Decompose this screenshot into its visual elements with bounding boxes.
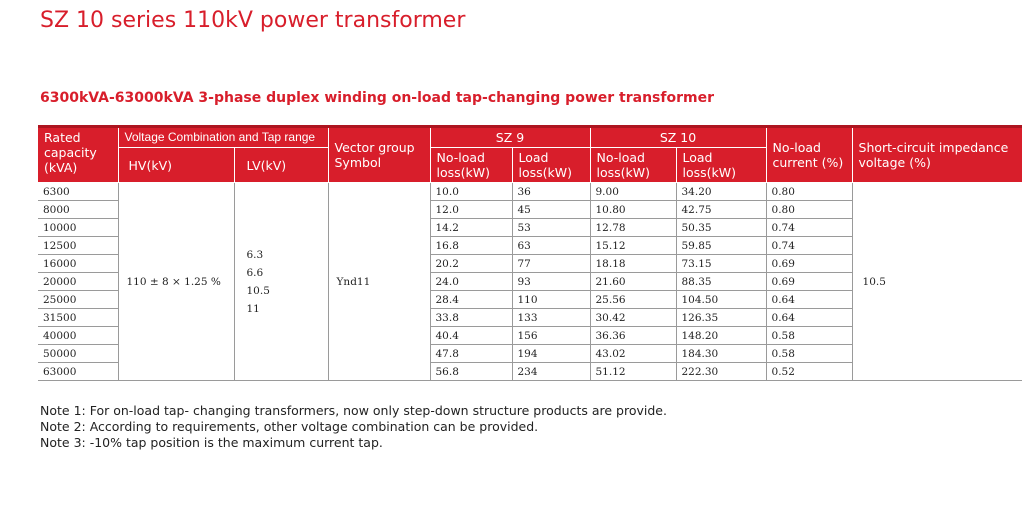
header-lv: LV(kV) xyxy=(234,148,328,183)
cell-sz9-no-load-loss: 16.8 xyxy=(430,237,512,255)
note-3: Note 3: -10% tap position is the maximum current tap. xyxy=(40,435,383,450)
cell-sz10-load-loss: 222.30 xyxy=(676,363,766,381)
cell-no-load-current: 0.69 xyxy=(766,273,852,291)
cell-sz10-no-load-loss: 18.18 xyxy=(590,255,676,273)
note-2: Note 2: According to requirements, other voltage combination can be provided. xyxy=(40,419,539,434)
cell-lv-merged xyxy=(234,183,328,381)
cell-sz10-no-load-loss: 10.80 xyxy=(590,201,676,219)
cell-capacity: 20000 xyxy=(38,273,118,291)
cell-sz10-no-load-loss: 12.78 xyxy=(590,219,676,237)
cell-capacity: 31500 xyxy=(38,309,118,327)
cell-capacity: 16000 xyxy=(38,255,118,273)
cell-sz9-load-loss: 53 xyxy=(512,219,590,237)
header-sz9: SZ 9 xyxy=(430,127,590,148)
lv-value: 6.6 xyxy=(246,266,264,279)
cell-hv-merged: 110 ± 8 × 1.25 % xyxy=(118,183,234,381)
lv-value: 6.3 xyxy=(246,248,264,261)
table-header xyxy=(38,127,1022,183)
header-rated-capacity: Rated capacity (kVA) xyxy=(38,127,118,183)
cell-sz9-no-load-loss: 40.4 xyxy=(430,327,512,345)
cell-sz9-load-loss: 93 xyxy=(512,273,590,291)
cell-sz10-load-loss: 73.15 xyxy=(676,255,766,273)
cell-sz9-load-loss: 110 xyxy=(512,291,590,309)
cell-sz10-load-loss: 42.75 xyxy=(676,201,766,219)
cell-sz10-no-load-loss: 51.12 xyxy=(590,363,676,381)
cell-sz9-no-load-loss: 14.2 xyxy=(430,219,512,237)
cell-no-load-current: 0.58 xyxy=(766,327,852,345)
header-no-load-current: No-load current (%) xyxy=(766,127,852,183)
cell-capacity: 8000 xyxy=(38,201,118,219)
cell-sz9-no-load-loss: 28.4 xyxy=(430,291,512,309)
header-short-circuit: Short-circuit impedance voltage (%) xyxy=(852,127,1022,183)
cell-capacity: 6300 xyxy=(38,183,118,201)
cell-sz10-load-loss: 50.35 xyxy=(676,219,766,237)
cell-sz10-load-loss: 148.20 xyxy=(676,327,766,345)
cell-sz9-load-loss: 194 xyxy=(512,345,590,363)
cell-sz10-load-loss: 126.35 xyxy=(676,309,766,327)
cell-sz10-load-loss: 34.20 xyxy=(676,183,766,201)
cell-no-load-current: 0.64 xyxy=(766,309,852,327)
lv-value: 11 xyxy=(246,302,260,315)
cell-sz9-no-load-loss: 12.0 xyxy=(430,201,512,219)
cell-sz10-load-loss: 184.30 xyxy=(676,345,766,363)
header-sz9-no-load-loss: No-load loss(kW) xyxy=(430,148,512,183)
cell-no-load-current: 0.74 xyxy=(766,219,852,237)
lv-value: 10.5 xyxy=(246,284,270,297)
table-row xyxy=(38,183,1022,201)
cell-sz9-load-loss: 77 xyxy=(512,255,590,273)
table-body xyxy=(38,183,1022,381)
cell-vector-group-merged: Ynd11 xyxy=(328,183,430,381)
cell-no-load-current: 0.74 xyxy=(766,237,852,255)
cell-sz10-load-loss: 88.35 xyxy=(676,273,766,291)
cell-capacity: 50000 xyxy=(38,345,118,363)
cell-sz10-no-load-loss: 21.60 xyxy=(590,273,676,291)
header-vector-group: Vector group Symbol xyxy=(328,127,430,183)
header-hv: HV(kV) xyxy=(118,148,234,183)
cell-sz9-load-loss: 45 xyxy=(512,201,590,219)
cell-sz9-load-loss: 133 xyxy=(512,309,590,327)
cell-sz10-load-loss: 104.50 xyxy=(676,291,766,309)
cell-no-load-current: 0.80 xyxy=(766,183,852,201)
cell-sz9-load-loss: 36 xyxy=(512,183,590,201)
cell-sz9-load-loss: 156 xyxy=(512,327,590,345)
cell-capacity: 40000 xyxy=(38,327,118,345)
cell-sz10-no-load-loss: 30.42 xyxy=(590,309,676,327)
cell-no-load-current: 0.64 xyxy=(766,291,852,309)
cell-capacity: 12500 xyxy=(38,237,118,255)
cell-sz9-no-load-loss: 33.8 xyxy=(430,309,512,327)
cell-sz9-no-load-loss: 24.0 xyxy=(430,273,512,291)
header-sz10-load-loss: Load loss(kW) xyxy=(676,148,766,183)
cell-sz9-load-loss: 63 xyxy=(512,237,590,255)
cell-no-load-current: 0.52 xyxy=(766,363,852,381)
cell-sz9-no-load-loss: 10.0 xyxy=(430,183,512,201)
cell-sz9-no-load-loss: 47.8 xyxy=(430,345,512,363)
cell-sz10-no-load-loss: 43.02 xyxy=(590,345,676,363)
cell-capacity: 10000 xyxy=(38,219,118,237)
header-sz10: SZ 10 xyxy=(590,127,766,148)
page-subtitle: 6300kVA-63000kVA 3-phase duplex winding on-load tap-changing power transformer xyxy=(40,90,714,106)
cell-capacity: 63000 xyxy=(38,363,118,381)
notes xyxy=(40,403,667,451)
cell-sz10-no-load-loss: 9.00 xyxy=(590,183,676,201)
cell-sz10-no-load-loss: 36.36 xyxy=(590,327,676,345)
header-sz9-load-loss: Load loss(kW) xyxy=(512,148,590,183)
cell-sz9-no-load-loss: 20.2 xyxy=(430,255,512,273)
note-1: Note 1: For on-load tap- changing transformers, now only step-down structure products are provide. xyxy=(40,403,667,418)
page-title: SZ 10 series 110kV power transformer xyxy=(40,8,466,33)
cell-capacity: 25000 xyxy=(38,291,118,309)
cell-sz9-load-loss: 234 xyxy=(512,363,590,381)
spec-table xyxy=(38,125,1022,381)
cell-sz9-no-load-loss: 56.8 xyxy=(430,363,512,381)
cell-sz10-no-load-loss: 15.12 xyxy=(590,237,676,255)
cell-no-load-current: 0.80 xyxy=(766,201,852,219)
cell-sz10-load-loss: 59.85 xyxy=(676,237,766,255)
cell-no-load-current: 0.58 xyxy=(766,345,852,363)
header-voltage-combination: Voltage Combination and Tap range xyxy=(118,127,328,148)
cell-short-circuit-merged: 10.5 xyxy=(852,183,1022,381)
header-sz10-no-load-loss: No-load loss(kW) xyxy=(590,148,676,183)
cell-sz10-no-load-loss: 25.56 xyxy=(590,291,676,309)
cell-no-load-current: 0.69 xyxy=(766,255,852,273)
